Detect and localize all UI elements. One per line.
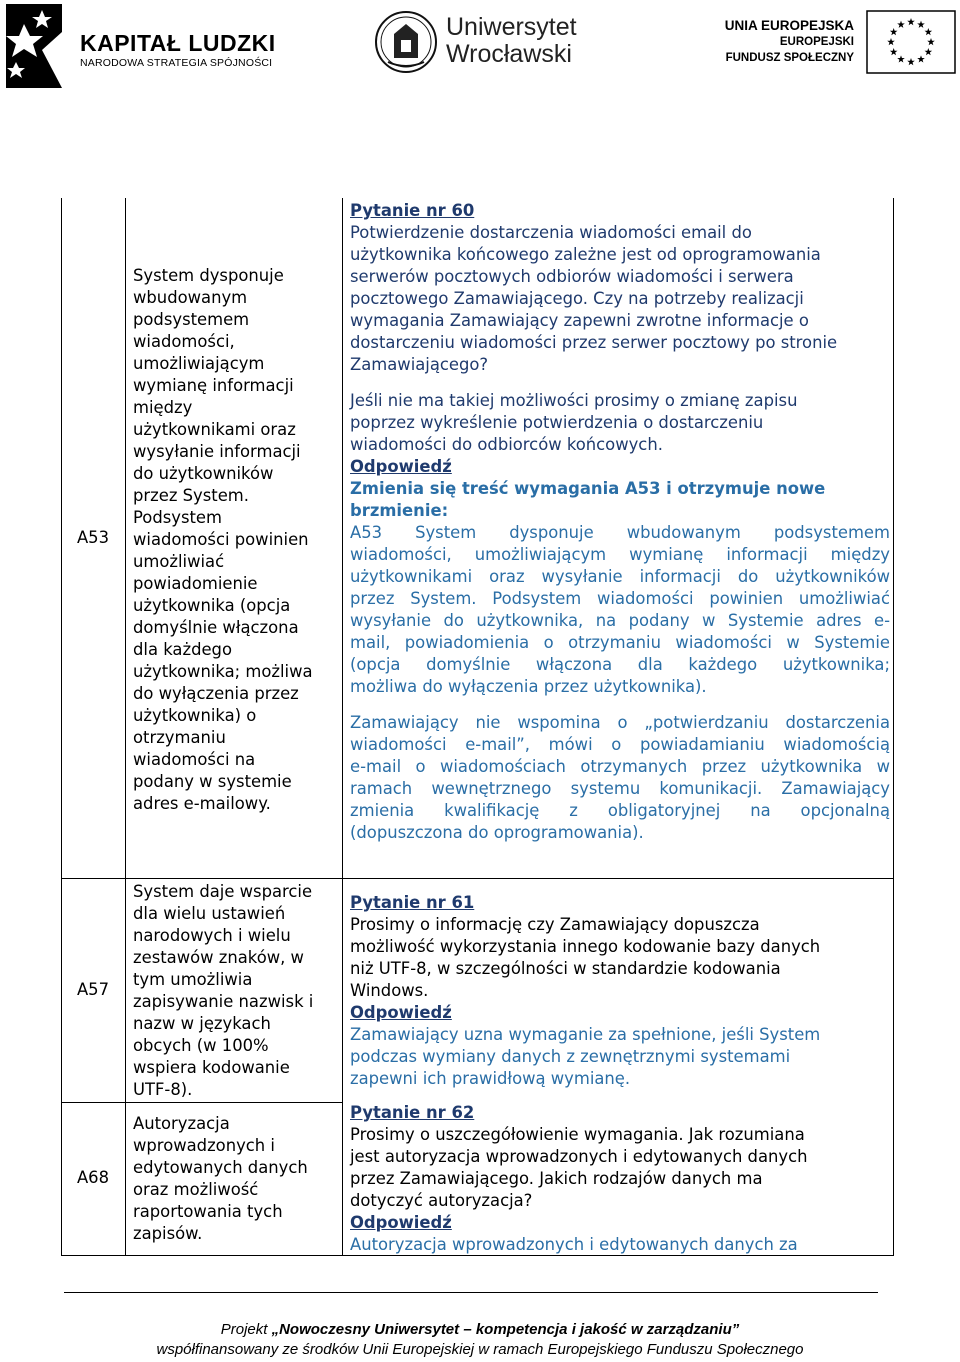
footer-project-name: „Nowoczesny Uniwersytet – kompetencja i jakość w zarządzaniu”	[271, 1321, 740, 1338]
fund-label-line1: EUROPEJSKI	[779, 36, 854, 48]
row-id-a68: A68	[76, 1168, 110, 1187]
row-id-a53: A53	[76, 528, 110, 547]
question-line: wymagania Zamawiający zapewni zwrotne informacje o	[350, 311, 809, 330]
requirement-line: nazw w językach	[133, 1014, 271, 1033]
answer-line: zmienia kwalifikację z obligatoryjnej na opcjonalną	[350, 801, 890, 820]
answer-line: Zamawiający nie wspomina o „potwierdzaniu dostarczenia	[350, 713, 890, 732]
footer-funding-line: współfinansowany ze środków Unii Europejskiej w ramach Europejskiego Funduszu Społecznego	[156, 1341, 804, 1358]
requirement-line: podsystemem	[133, 310, 250, 329]
kapital-ludzki-logo	[2, 2, 302, 92]
kapital-ludzki-emblem-icon	[2, 2, 78, 90]
answer-bold-line: Zmienia się treść wymagania A53 i otrzymuje nowe	[350, 479, 826, 498]
question-61-block	[350, 892, 890, 1090]
question-60-request	[350, 390, 890, 456]
requirement-line: Autoryzacja	[133, 1114, 230, 1133]
question-62-block	[350, 1102, 890, 1256]
footer-divider	[64, 1292, 878, 1293]
eu-flag-icon	[866, 10, 956, 74]
question-line: przez Zamawiającego. Jakich rodzajów danych ma	[350, 1169, 763, 1188]
question-60-explanation	[350, 712, 890, 844]
footer-project-prefix: Projekt	[220, 1321, 272, 1338]
answer-line: użytkownikami oraz wysyłanie informacji do użytkowników	[350, 567, 890, 586]
answer-line: przez System. Podsystem wiadomości powinien umożliwiać	[350, 589, 890, 608]
question-60-title: Pytanie nr 60	[350, 201, 475, 220]
row-id-a57: A57	[76, 980, 110, 999]
requirement-line: zapisywanie nazwisk i	[133, 992, 314, 1011]
page-header	[0, 0, 960, 100]
question-line: niż UTF-8, w szczególności w standardzie kodowania	[350, 959, 781, 978]
answer-line: A53 System dysponuje wbudowanym podsystemem	[350, 523, 890, 542]
requirement-line: obcych (w 100%	[133, 1036, 269, 1055]
question-62-title: Pytanie nr 62	[350, 1103, 475, 1122]
requirement-line: powiadomienie	[133, 574, 258, 593]
requirement-line: otrzymaniu	[133, 728, 226, 747]
question-61-answer	[350, 1024, 890, 1090]
question-60-text	[350, 222, 890, 376]
requirement-line: wiadomości,	[133, 332, 235, 351]
requirement-line: System daje wsparcie	[133, 882, 313, 901]
question-62-answer-label: Odpowiedź	[350, 1213, 452, 1232]
fund-label-line2: FUNDUSZ SPOŁECZNY	[725, 52, 854, 64]
question-61-answer-label: Odpowiedź	[350, 1003, 452, 1022]
answer-line: wysyłanie do użytkownika, na podany w Systemie adres e-	[350, 611, 890, 630]
requirement-line: umożliwiać	[133, 552, 225, 571]
requirement-line: wymianę informacji	[133, 376, 294, 395]
question-line: Prosimy o informację czy Zamawiający dopuszcza	[350, 915, 760, 934]
question-line: dotyczyć autoryzacja?	[350, 1191, 533, 1210]
kapital-ludzki-title: KAPITAŁ LUDZKI	[80, 30, 276, 56]
requirement-line: zestawów znaków, w	[133, 948, 304, 967]
answer-line: możliwa do wyłączenia przez użytkownika).	[350, 677, 707, 696]
answer-line: ramach wewnętrznego systemu komunikacji. Zamawiający	[350, 779, 890, 798]
question-line: Windows.	[350, 981, 429, 1000]
requirement-a68	[133, 1113, 338, 1245]
question-line: dostarczeniu wiadomości przez serwer pocztowy po stronie	[350, 333, 838, 352]
requirement-line: narodowych i wielu	[133, 926, 291, 945]
answer-line: (opcja domyślnie włączona dla każdego użytkownika;	[350, 655, 890, 674]
question-line: pocztowego Zamawiającego. Czy na potrzeby realizacji	[350, 289, 804, 308]
university-name-line1: Uniwersytet	[446, 13, 577, 41]
answer-line: mail, powiadomienia o otrzymaniu wiadomości w Systemie	[350, 633, 890, 652]
question-line: możliwość wykorzystania innego kodowanie bazy danych	[350, 937, 821, 956]
question-line: Zamawiającego?	[350, 355, 489, 374]
requirement-line: wbudowanym	[133, 288, 248, 307]
question-line: poprzez wykreślenie potwierdzenia o dostarczeniu	[350, 413, 764, 432]
question-line: wiadomości do odbiorców końcowych.	[350, 435, 663, 454]
requirement-line: do wyłączenia przez	[133, 684, 299, 703]
requirement-line: umożliwiającym	[133, 354, 265, 373]
answer-bold-line: brzmienie:	[350, 501, 449, 520]
question-60-answer-label: Odpowiedź	[350, 457, 452, 476]
requirement-line: użytkownikami oraz	[133, 420, 296, 439]
requirement-line: wspiera kodowanie	[133, 1058, 290, 1077]
requirement-line: podany w systemie	[133, 772, 292, 791]
answer-line: wiadomości e-mail”, mówi o powiadamianiu wiadomością	[350, 735, 890, 754]
requirement-line: do użytkowników	[133, 464, 274, 483]
requirement-line: dla wielu ustawień	[133, 904, 286, 923]
requirement-line: System dysponuje	[133, 266, 284, 285]
requirement-a57	[133, 881, 338, 1101]
question-line: Jeśli nie ma takiej możliwości prosimy o zmianę zapisu	[350, 391, 798, 410]
answer-line: Autoryzacja wprowadzonych i edytowanych danych za	[350, 1235, 798, 1254]
question-60-change-note	[350, 478, 890, 522]
university-name-line2: Wrocławski	[446, 40, 572, 68]
requirement-line: użytkownika (opcja	[133, 596, 291, 615]
footer-project-line	[0, 1321, 960, 1338]
answer-line: podczas wymiany danych z zewnętrznymi systemami	[350, 1047, 791, 1066]
requirement-line: wprowadzonych i	[133, 1136, 275, 1155]
requirement-line: Podsystem	[133, 508, 222, 527]
requirement-line: użytkownika) o	[133, 706, 257, 725]
answer-line: Zamawiający uzna wymaganie za spełnione, jeśli System	[350, 1025, 821, 1044]
requirement-line: oraz możliwość	[133, 1180, 259, 1199]
requirement-line: wiadomości powinien	[133, 530, 309, 549]
requirement-line: wysyłanie informacji	[133, 442, 301, 461]
question-61-text	[350, 914, 890, 1002]
requirement-line: adres e-mailowy.	[133, 794, 271, 813]
requirement-line: tym umożliwia	[133, 970, 253, 989]
requirement-line: domyślnie włączona	[133, 618, 299, 637]
question-line: serwerów pocztowych odbiorów wiadomości i serwera	[350, 267, 794, 286]
requirement-line: dla każdego	[133, 640, 232, 659]
requirement-line: edytowanych danych	[133, 1158, 308, 1177]
question-62-answer	[350, 1234, 890, 1256]
requirement-line: użytkownika; możliwa	[133, 662, 313, 681]
answer-line: wiadomości, umożliwiającym wymianę informacji między	[350, 545, 890, 564]
question-62-text	[350, 1124, 890, 1212]
question-line: użytkownika końcowego zależne jest od oprogramowania	[350, 245, 821, 264]
requirement-line: między	[133, 398, 193, 417]
university-crest-icon	[374, 8, 438, 78]
answer-line: e-mail o wiadomościach otrzymanych przez użytkownika w	[350, 757, 890, 776]
requirement-line: zapisów.	[133, 1224, 203, 1243]
requirement-line: raportowania tych	[133, 1202, 283, 1221]
question-60-new-requirement	[350, 522, 890, 698]
kapital-ludzki-subtitle: NARODOWA STRATEGIA SPÓJNOŚCI	[80, 57, 273, 69]
requirement-line: UTF-8).	[133, 1080, 193, 1099]
question-61-title: Pytanie nr 61	[350, 893, 475, 912]
eu-social-fund-logo	[718, 8, 958, 78]
question-line: Prosimy o uszczegółowienie wymagania. Jak rozumiana	[350, 1125, 805, 1144]
answer-line: zapewni ich prawidłową wymianę.	[350, 1069, 631, 1088]
requirement-a53	[133, 265, 338, 815]
question-line: Potwierdzenie dostarczenia wiadomości email do	[350, 223, 752, 242]
requirement-line: wiadomości na	[133, 750, 256, 769]
requirement-line: przez System.	[133, 486, 249, 505]
eu-label: UNIA EUROPEJSKA	[724, 18, 854, 33]
question-line: jest autoryzacja wprowadzonych i edytowanych danych	[350, 1147, 808, 1166]
question-60-block	[350, 200, 890, 844]
answer-line: (dopuszczona do oprogramowania).	[350, 823, 644, 842]
uniwersytet-wroclawski-logo	[374, 8, 594, 78]
